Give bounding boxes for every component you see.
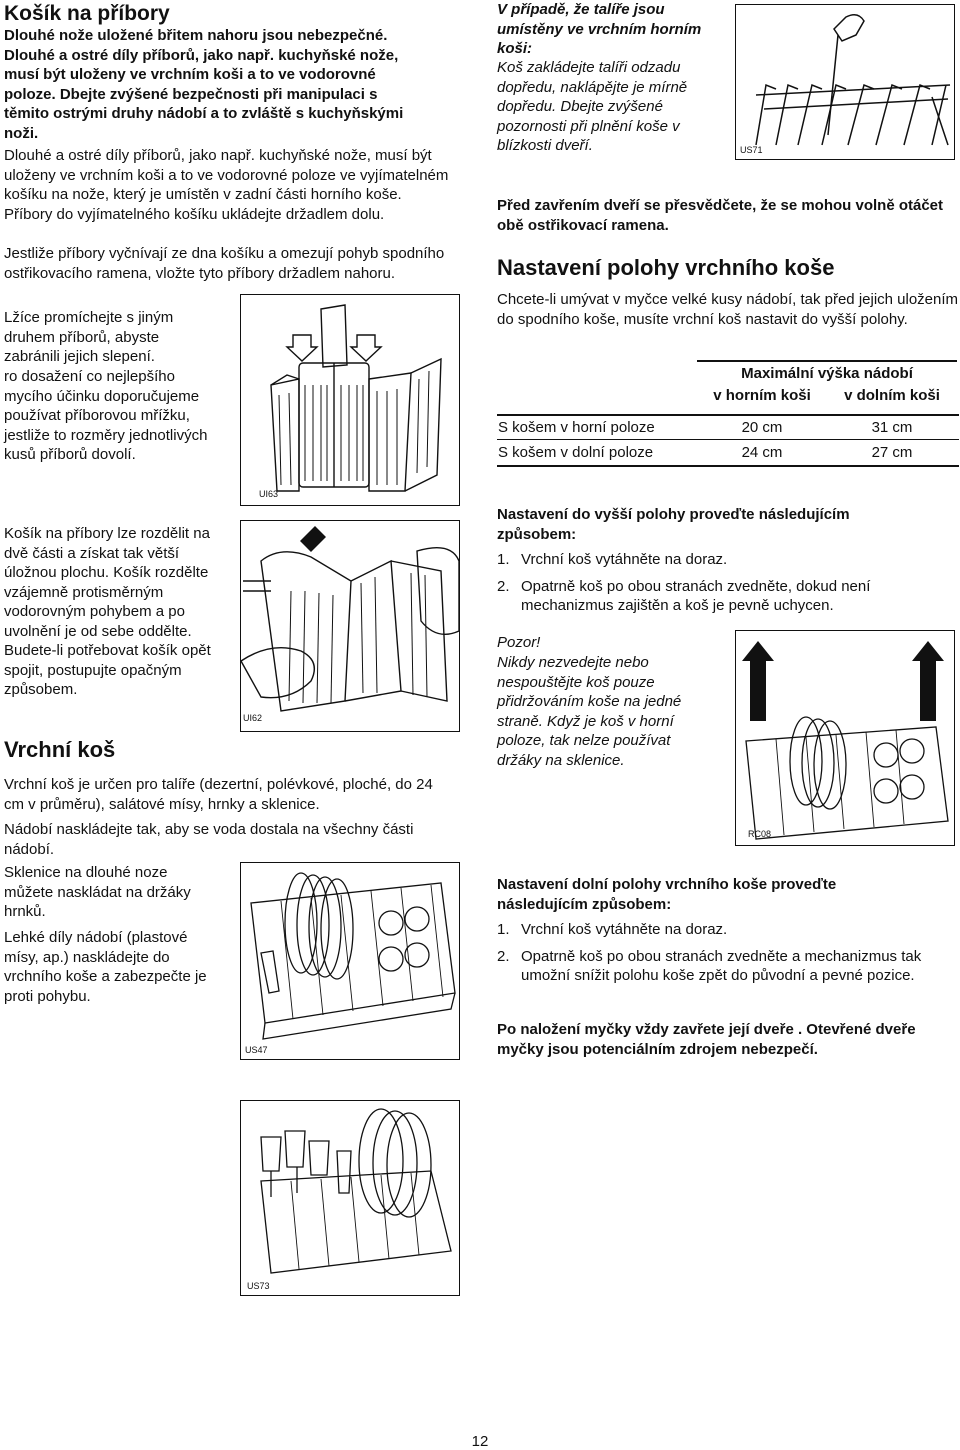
- raise-step-1: [497, 550, 937, 570]
- glasses-plates-illustration: [241, 1101, 459, 1295]
- table-row-lower-label: S košem v dolní poloze: [498, 444, 654, 461]
- table-header-rule: [497, 414, 959, 416]
- plates-upper-basket-illustration: [736, 5, 954, 159]
- raising-basket-illustration: [736, 631, 954, 845]
- table-row-upper-label: S košem v horní poloze: [498, 419, 655, 436]
- paragraph-spoons: Lžíce promíchejte s jiným druhem příborů, abyste zabránili jejich slepení.: [4, 309, 174, 365]
- lower-step-2-text: Opatrně koš po obou stranách zvedněte a mechanizmus tak umožní snížit polohu koše zpět do původní a pevné pozice.: [521, 947, 922, 984]
- plates-heading: V případě, že talíře jsou umístěny ve vrchním horním koši:: [497, 1, 702, 57]
- raise-steps: [497, 550, 937, 616]
- paragraph-basket-position-intro: Chcete-li umývat v myčce velké kusy nádobí, tak před jejich uložením do spodního koše, musíte vrchní koš nastavit do vyšší polohy.: [497, 291, 959, 328]
- raise-step-2: [497, 577, 937, 616]
- table-top-rule: [697, 360, 957, 362]
- table-header-upper: v horním koši: [713, 387, 811, 404]
- table-row-lower-upper: 24 cm: [741, 444, 783, 461]
- figure-raising-basket: [735, 630, 955, 846]
- figure-label-ui63: UI63: [259, 489, 279, 499]
- section-title-basket-position: Nastavení polohy vrchního koše: [497, 255, 835, 280]
- figure-label-rc08: RC08: [748, 829, 772, 839]
- table-row-rule: [497, 439, 959, 440]
- lower-steps: [497, 920, 937, 986]
- section-title-upper-basket: Vrchní koš: [4, 737, 116, 762]
- raise-heading: Nastavení do vyšší polohy proveďte následujícím způsobem:: [497, 506, 850, 543]
- figure-glasses-and-plates: [240, 1100, 460, 1296]
- table-row-lower-lower: 27 cm: [871, 444, 913, 461]
- paragraph-protruding-cutlery: Jestliže příbory vyčnívají ze dna košíku a omezují pohyb spodního ostřikovacího ramena, vložte tyto příbory držadlem nahoru.: [4, 245, 445, 282]
- raise-step-2-text: Opatrně koš po obou stranách zvedněte, dokud není mechanizmus zajištěn a koš je pevně uchycen.: [521, 577, 871, 614]
- paragraph-upper-basket-use: Vrchní koš je určen pro talíře (dezertní, polévkové, ploché, do 24 cm v průměru), salátové mísy, hrnky a sklenice.: [4, 776, 433, 813]
- lower-step-1-text: Vrchní koš vytáhněte na doraz.: [521, 921, 728, 938]
- loaded-upper-basket-illustration: [241, 863, 459, 1059]
- lower-step-1: [497, 920, 937, 940]
- table-header-lower: v dolním koši: [844, 387, 940, 404]
- figure-label-us71: US71: [740, 145, 763, 155]
- arrow-up-right-icon: [912, 641, 944, 721]
- cutlery-basket-illustration: [241, 295, 459, 505]
- lower-step-1-number: 1.: [497, 921, 510, 938]
- raise-step-1-text: Vrchní koš vytáhněte na doraz.: [521, 551, 728, 568]
- plates-text: Koš zakládejte talíři odzadu dopředu, naklápějte je mírně dopředu. Dbejte zvýšené pozornosti při plnění koše v blízkosti dveří.: [497, 59, 688, 154]
- arrow-up-left-icon: [742, 641, 774, 721]
- split-basket-illustration: [241, 521, 459, 731]
- paragraph-water-reach: Nádobí naskládejte tak, aby se voda dostala na všechny části nádobí.: [4, 821, 414, 858]
- raise-step-1-number: 1.: [497, 551, 510, 568]
- spray-arms-warning: Před zavřením dveří se přesvědčete, že se mohou volně otáčet obě ostřikovací ramena.: [497, 197, 944, 234]
- caution-title: Pozor!: [497, 634, 541, 651]
- paragraph-light-items: Lehké díly nádobí (plastové mísy, ap.) naskládejte do vrchního koše a zabezpečte je proti pohybu.: [4, 929, 207, 1005]
- lower-heading: Nastavení dolní polohy vrchního koše proveďte následujícím způsobem:: [497, 876, 837, 913]
- table-header-max-height: Maximální výška nádobí: [741, 365, 913, 382]
- knife-warning: Dlouhé nože uložené břitem nahoru jsou nebezpečné. Dlouhé a ostré díly příborů, jako např. kuchyňské nože, musí být uloženy ve vrchním koši a to ve vodorovné poloze. Dbejte zvýšené bezpečnosti při manipulaci s těmito ostrými druhy nádobí a to zvláště s kuchyňskými noži.: [4, 27, 404, 142]
- section-title-cutlery-basket: Košík na příbory: [4, 2, 170, 25]
- figure-plates-upper-basket: [735, 4, 955, 160]
- page-number: 12: [471, 1433, 489, 1450]
- final-door-warning: Po naložení myčky vždy zavřete její dveře . Otevřené dveře myčky jsou potenciálním zdrojem nebezpečí.: [497, 1021, 916, 1058]
- lower-step-2: [497, 947, 937, 986]
- lower-step-2-number: 2.: [497, 947, 510, 965]
- table-row-upper-lower: 31 cm: [871, 419, 913, 436]
- table-bottom-rule: [497, 465, 959, 467]
- figure-cutlery-basket: [240, 294, 460, 506]
- figure-split-basket: [240, 520, 460, 732]
- figure-loaded-upper-basket: [240, 862, 460, 1060]
- paragraph-split-basket: Košík na příbory lze rozdělit na dvě části a získat tak větší úložnou plochu. Košík rozdělte vzájemně protisměrným vodorovným pohybem a po uvolnění je od sebe oddělte. Budete-li potřebovat košík opět spojit, postupujte opačným způsobem.: [4, 525, 211, 698]
- raise-step-2-number: 2.: [497, 577, 510, 595]
- figure-label-ui62: UI62: [243, 713, 263, 723]
- caution-text: Nikdy nezvedejte nebo nespouštějte koš pouze přidržováním koše na jedné straně. Když je koš v horní poloze, tak nelze používat držáky na sklenice.: [497, 654, 682, 769]
- figure-label-us47: US47: [245, 1045, 268, 1055]
- figure-label-us73: US73: [247, 1281, 270, 1291]
- paragraph-knives: Dlouhé a ostré díly příborů, jako např. kuchyňské nože, musí být uloženy ve vrchním koši a to ve vodorovné poloze ve vyjímatelném košíku na nože, který je umístěn v zadní části horního koše. Příbory do vyjímatelného košíku ukládejte držadlem dolu.: [4, 147, 449, 223]
- paragraph-glasses: Sklenice na dlouhé noze můžete naskládat na držáky hrnků.: [4, 864, 191, 920]
- table-row-upper-upper: 20 cm: [741, 419, 783, 436]
- paragraph-cutlery-grid: ro dosažení co nejlepšího mycího účinku doporučujeme používat příborovou mřížku, jestliže to rozměry jednotlivých kusů příborů dovolí.: [4, 368, 208, 463]
